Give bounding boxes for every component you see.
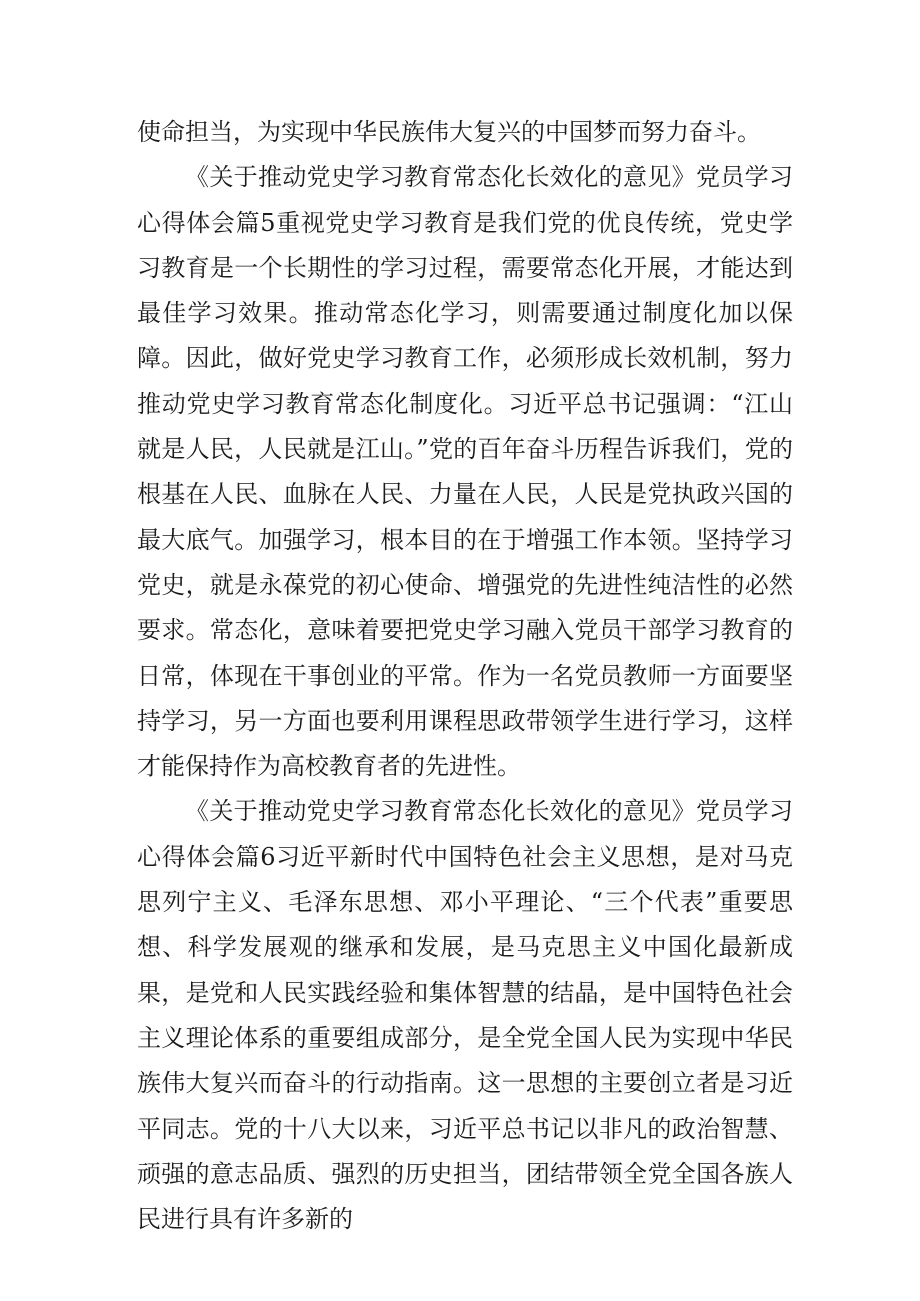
- paragraph-section-5: 《关于推动党史学习教育常态化长效化的意见》党员学习心得体会篇5重视党史学习教育是我们党的优良传统，党史学习教育是一个长期性的学习过程，需要常态化开展，才能达到最佳学习效果。推动常态化学习，则需要通过制度化加以保障。因此，做好党史学习教育工作，必须形成长效机制，努力推动党史学习教育常态化制度化。习近平总书记强调：“江山就是人民，人民就是江山。”党的百年奋斗历程告诉我们，党的根基在人民、血脉在人民、力量在人民，人民是党执政兴国的最大底气。加强学习，根本目的在于增强工作本领。坚持学习党史，就是永葆党的初心使命、增强党的先进性纯洁性的必然要求。常态化，意味着要把党史学习融入党员干部学习教育的日常，体现在干事创业的平常。作为一名党员教师一方面要坚持学习，另一方面也要利用课程思政带领学生进行学习，这样才能保持作为高校教育者的先进性。: [137, 163, 793, 781]
- paragraph-section-6: 《关于推动党史学习教育常态化长效化的意见》党员学习心得体会篇6习近平新时代中国特色社会主义思想，是对马克思列宁主义、毛泽东思想、邓小平理论、“三个代表”重要思想、科学发展观的继承和发展，是马克思主义中国化最新成果，是党和人民实践经验和集体智慧的结晶，是中国特色社会主义理论体系的重要组成部分，是全党全国人民为实现中华民族伟大复兴而奋斗的行动指南。这一思想的主要创立者是习近平同志。党的十八大以来，习近平总书记以非凡的政治智慧、顽强的意志品质、强烈的历史担当，团结带领全党全国各族人民进行具有许多新的: [137, 797, 793, 1234]
- paragraph-continuation: 使命担当，为实现中华民族伟大复兴的中国梦而努力奋斗。: [137, 118, 761, 146]
- body-text: [137, 110, 793, 1242]
